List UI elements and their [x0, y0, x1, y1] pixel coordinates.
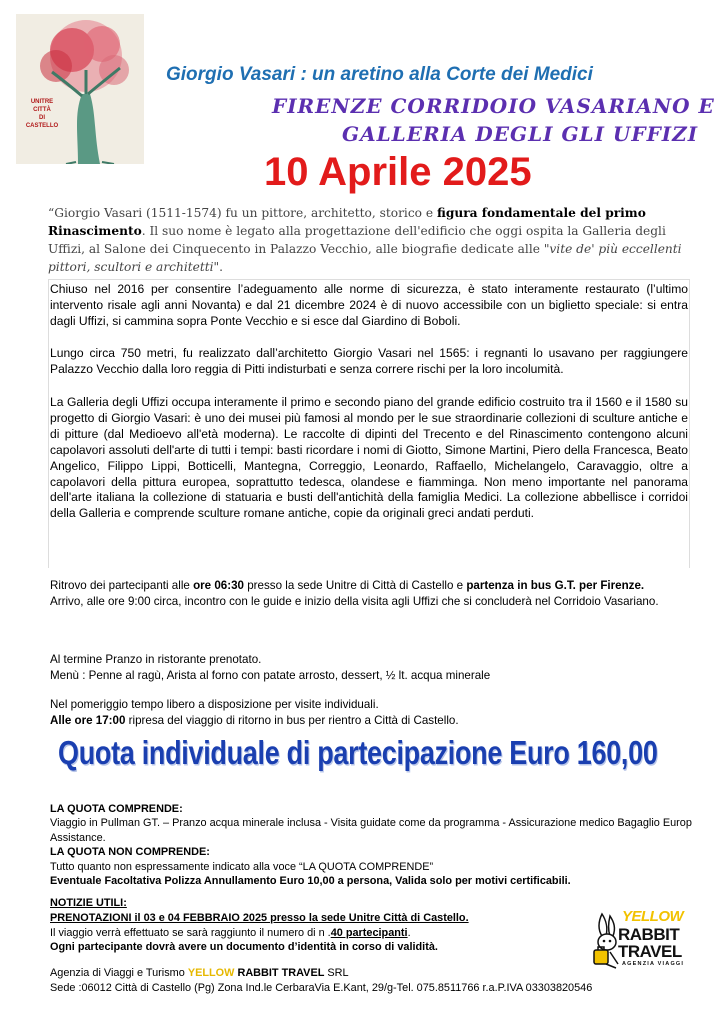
- agency-name-yellow: YELLOW: [187, 967, 235, 979]
- logo-line: CITTÀ: [33, 107, 51, 113]
- brand-word-yellow: YELLOW: [622, 908, 684, 925]
- page-subtitle-line1: FIRENZE CORRIDOIO VASARIANO E: [272, 94, 715, 118]
- includes-heading: LA QUOTA COMPRENDE:: [50, 803, 183, 815]
- quote-text: “Giorgio Vasari (1511-1574) fu un pittore, architetto, storico e: [48, 206, 437, 220]
- tree-illustration: [16, 14, 144, 164]
- page-title: Giorgio Vasari : un aretino alla Corte dei Medici: [166, 64, 593, 85]
- paragraph-corridor: Lungo circa 750 metri, fu realizzato dall’architetto Giorgio Vasari nel 1565: i regnanti lo usavano per raggiungere Palazzo Vecchio dalla loro reggia di Pitti indisturbati e senza correre rischi per la loro incolumità.: [50, 346, 688, 376]
- itinerary-text: Arrivo, alle ore 9:00 circa, incontro con le guide e inizio della visita agli Uffizi che si concluderà nel Corridoio Vasariano.: [50, 594, 659, 608]
- vasari-quote: [48, 204, 690, 276]
- includes-text: Viaggio in Pullman GT. – Pranzo acqua minerale inclusa - Visita guidate come da programma - Assicurazione medico Bagaglio Europ Assistance.: [50, 817, 692, 844]
- price-banner: Quota individuale di partecipazione Euro 160,00: [58, 734, 658, 772]
- excludes-text: Tutto quanto non espressamente indicato alla voce “LA QUOTA COMPRENDE”: [50, 860, 434, 873]
- itinerary-lunch: [50, 652, 700, 683]
- itinerary-departure: [50, 578, 700, 609]
- logo-line: DI: [39, 115, 45, 121]
- logo-line: UNITRE: [30, 99, 54, 105]
- min-participants-count: 40 partecipanti: [330, 926, 408, 939]
- agency-name: RABBIT TRAVEL: [234, 967, 325, 979]
- paragraph-restoration: Chiuso nel 2016 per consentire l’adeguamento alle norme di sicurezza, è stato interamente restaurato (l’ultimo intervento risale agli anni Novanta) e dal 21 dicembre 2024 è di nuovo accessibile con un biglietto speciale: si entra dagli Uffizi, si cammina sopra Ponte Vecchio e si esce dal Giardino di Boboli.: [50, 282, 688, 328]
- id-document-note: Ogni partecipante dovrà avere un documento d’identità in corso di validità.: [50, 941, 438, 954]
- price-conditions: [50, 802, 700, 888]
- useful-info: [50, 896, 610, 955]
- logo-caption: [22, 98, 62, 130]
- yellow-rabbit-logo: [588, 908, 698, 972]
- brand-word-rabbit: RABBIT: [618, 925, 680, 944]
- event-date: 10 Aprile 2025: [264, 150, 532, 194]
- itinerary-text: presso la sede Unitre di Città di Castello e: [244, 579, 467, 592]
- brand-word-travel: TRAVEL: [618, 942, 682, 961]
- agency-text: SRL: [324, 967, 349, 979]
- itinerary-time: Alle ore 17:00: [50, 713, 126, 727]
- itinerary-emphasis: partenza in bus G.T. per Firenze.: [466, 579, 645, 592]
- itinerary-text: ripresa del viaggio di ritorno in bus per rientro a Città di Castello.: [125, 713, 459, 727]
- quote-emphasis: figura fondamentale del primo Rinascimento: [48, 206, 646, 238]
- min-participants-text: Il viaggio verrà effettuato se sarà raggiunto il numero di n .: [50, 926, 331, 939]
- punctuation: .: [407, 926, 411, 939]
- insurance-text: Eventuale Facoltativa Polizza Annullamento Euro 10,00 a persona, Valida solo per motivi certificabili.: [50, 875, 571, 888]
- booking-dates: PRENOTAZIONI il 03 e 04 FEBBRAIO 2025 presso la sede Unitre Città di Castello.: [50, 911, 469, 924]
- useful-info-heading: NOTIZIE UTILI:: [50, 897, 127, 909]
- itinerary-time: ore 06:30: [193, 579, 244, 592]
- itinerary-text: Ritrovo dei partecipanti alle: [50, 579, 194, 592]
- itinerary-return: [50, 697, 700, 728]
- excludes-heading: LA QUOTA NON COMPRENDE:: [50, 846, 210, 859]
- agency-text: Agenzia di Viaggi e Turismo: [50, 967, 188, 979]
- quote-text: .: [219, 260, 223, 274]
- brand-tagline: AGENZIA VIAGGI: [622, 961, 685, 967]
- menu-text: Menù : Penne al ragù, Arista al forno con patate arrosto, dessert, ½ lt. acqua minerale: [50, 668, 491, 682]
- logo-line: CASTELLO: [25, 123, 59, 129]
- paragraph-gallery: La Galleria degli Uffizi occupa interamente il primo e secondo piano del grande edificio costruito tra il 1560 e il 1580 su progetto di Giorgio Vasari: è uno dei musei più famosi al mondo per le sue straordinarie collezioni di sculture antiche e di pitture (dal Medioevo all'età moderna). Le raccolte di dipinti del Trecento e del Rinascimento contengono alcuni capolavori assoluti dell'arte di tutti i tempi: basti ricordare i nomi di Giotto, Simone Martini, Piero della Francesca, Beato Angelico, Filippo Lippi, Botticelli, Mantegna, Correggio, Leonardo, Raffaello, Michelangelo, Caravaggio, oltre a capolavori della pittura europea, soprattutto tedesca, olandese e fiamminga. Non meno importante nel panorama dell'arte italiana la collezione di statuaria e busti dell'antichità della famiglia Medici. La collezione abbellisce i corridoi della Galleria e comprende sculture romane antiche, copie da originali greci andati perduti.: [50, 395, 688, 521]
- itinerary-text: Al termine Pranzo in ristorante prenotato.: [50, 653, 262, 666]
- itinerary-text: Nel pomeriggio tempo libero a disposizione per visite individuali.: [50, 698, 379, 711]
- quote-italic: "vite de' più eccellenti pittori, scultori e architetti": [48, 242, 682, 274]
- page-subtitle-line2: GALLERIA DEGLI GLI UFFIZI: [342, 122, 699, 146]
- unitre-logo: [16, 14, 144, 164]
- agency-address: Sede :06012 Città di Castello (Pg) Zona Ind.le CerbaraVia E.Kant, 29/g-Tel. 075.8511766 r.a.P.IVA 03303820546: [50, 982, 593, 994]
- quote-text: . Il suo nome è legato alla progettazione dell'edificio che oggi ospita la Galleria degli Uffizi, al Salone dei Cinquecento in Palazzo Vecchio, alle biografie dedicate alle: [48, 224, 666, 256]
